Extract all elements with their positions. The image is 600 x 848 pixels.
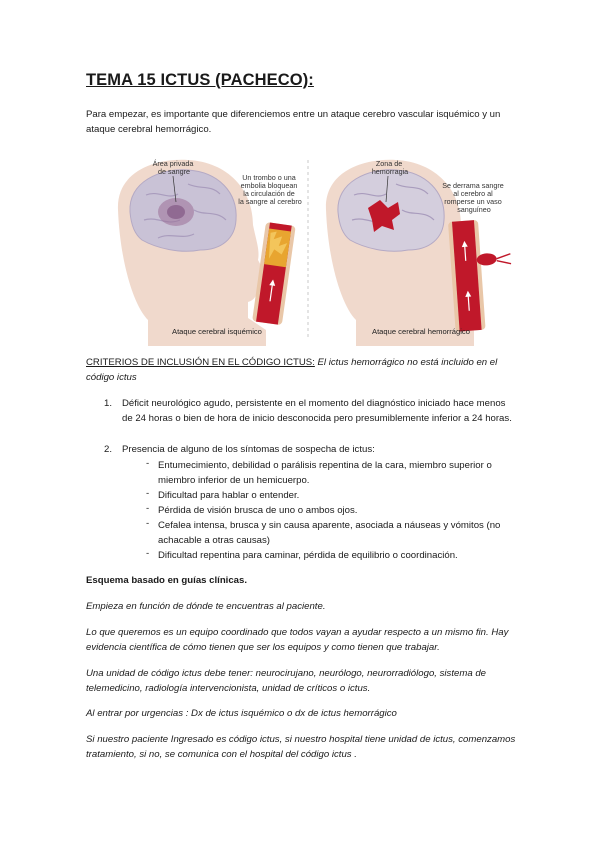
right-caption: Ataque cerebral hemorrágico bbox=[372, 327, 470, 336]
body-paragraph: Al entrar por urgencias : Dx de ictus isquémico o dx de ictus hemorrágico bbox=[86, 708, 397, 719]
bullet-dash: - bbox=[146, 518, 150, 529]
stroke-comparison-figure bbox=[88, 150, 520, 346]
bullet-dash: - bbox=[146, 488, 150, 499]
page-title: TEMA 15 ICTUS (PACHECO): bbox=[86, 71, 314, 89]
left-clot-label: Un trombo o una embolia bloquean la circulación de la sangre al cerebro bbox=[238, 173, 302, 206]
right-area-label: Zona de hemorragia bbox=[371, 159, 409, 176]
symptom-item: Cefalea intensa, brusca y sin causa aparente, asociada a náuseas y vómitos (no achacable a otras causas) bbox=[158, 520, 501, 546]
left-caption: Ataque cerebral isquémico bbox=[172, 327, 262, 336]
bullet-dash: - bbox=[146, 458, 150, 469]
right-spill-label: Se derrama sangre al cerebro al romperse un vaso sanguíneo bbox=[442, 181, 504, 214]
body-paragraph: Una unidad de código ictus debe tener: neurocirujano, neurólogo, neurorradiólogo, sistema de telemedicino, radiología intervencionista, unidad de críticos o ictus. bbox=[86, 668, 487, 694]
body-paragraph: Lo que queremos es un equipo coordinado que todos vayan a ayudar respecto a un mismo fin. Hay evidencia científica de cómo tienen que ser los equipos y como tienen que trabajar. bbox=[86, 627, 509, 653]
document-page: TEMA 15 ICTUS (PACHECO): Para empezar, es importante que diferenciemos entre un ataque cerebro vascular isquémico y un ataque cerebral hemorrágico. Área privada de sangre Un trombo o una embolia bloquean la circulación de la sangre al cerebro Ataque cerebral isquémico Zona de hemorragia Se derrama sangre al cerebro al romperse un vaso sanguíneo Ataque cerebral hemorrágico CRITERIOS DE INCLUSIÓN EN EL CÓDIGO ICTUS: El ictus hemorrágico no está incluido en el código ictus 1. Déficit neurológico agudo, persistente en el momento del diagnóstico iniciado hace menos de 24 horas o bien de hora de inicio desconocida pero presumiblemente inferior a 24 horas. 2. Presencia de alguno de los síntomas de sospecha de ictus: - Entumecimiento, debilidad o parálisis repentina de la cara, miembro superior o miembro inferior de un hemicuerpo. - Dificultad para hablar o entender. - Pérdida de visión brusca de uno o ambos ojos. - Cefalea intensa, brusca y sin causa aparente, asociada a náuseas y vómitos (no achacable a otras causas) - Dificultad repentina para caminar, pérdida de equilibrio o coordinación. Esquema basado en guías clínicas. Empieza en función de dónde te encuentras al paciente. Lo que queremos es un equipo coordinado que todos vayan a ayudar respecto a un mismo fin. Hay evidencia científica de cómo tienen que ser los equipos y como tienen que trabajar. Una unidad de código ictus debe tener: neurocirujano, neurólogo, neurorradiólogo, sistema de telemedicino, radiología intervencionista, unidad de críticos o ictus. Al entrar por urgencias : Dx de ictus isquémico o dx de ictus hemorrágico Si nuestro paciente Ingresado es código ictus, si nuestro hospital tiene unidad de ictus, comenzamos tratamiento, si no, se comunica con el hospital del código ictus . bbox=[0, 0, 600, 848]
bullet-dash: - bbox=[146, 503, 150, 514]
criteria-note: El ictus hemorrágico no está incluido en el código ictus bbox=[86, 357, 498, 383]
body-paragraph: Empieza en función de dónde te encuentras al paciente. bbox=[86, 601, 326, 612]
body-paragraph: Si nuestro paciente Ingresado es código ictus, si nuestro hospital tiene unidad de ictus, comenzamos tratamiento, si no, se comunica con el hospital del código ictus . bbox=[86, 734, 516, 760]
left-area-label: Área privada de sangre bbox=[152, 159, 194, 176]
scheme-title: Esquema basado en guías clínicas. bbox=[86, 575, 248, 586]
symptom-item: Pérdida de visión brusca de uno o ambos ojos. bbox=[158, 505, 358, 516]
symptom-item: Entumecimiento, debilidad o parálisis repentina de la cara, miembro superior o miembro inferior de un hemicuerpo. bbox=[158, 460, 492, 486]
criteria-title: CRITERIOS DE INCLUSIÓN EN EL CÓDIGO ICTUS: bbox=[86, 357, 315, 368]
symptom-item: Dificultad para hablar o entender. bbox=[158, 490, 300, 501]
bullet-dash: - bbox=[146, 548, 150, 559]
symptom-item: Dificultad repentina para caminar, pérdida de equilibrio o coordinación. bbox=[158, 550, 458, 561]
criteria-heading bbox=[86, 356, 516, 385]
intro-paragraph: Para empezar, es importante que diferenciemos entre un ataque cerebro vascular isquémico y un ataque cerebral hemorrágico. bbox=[86, 109, 501, 135]
